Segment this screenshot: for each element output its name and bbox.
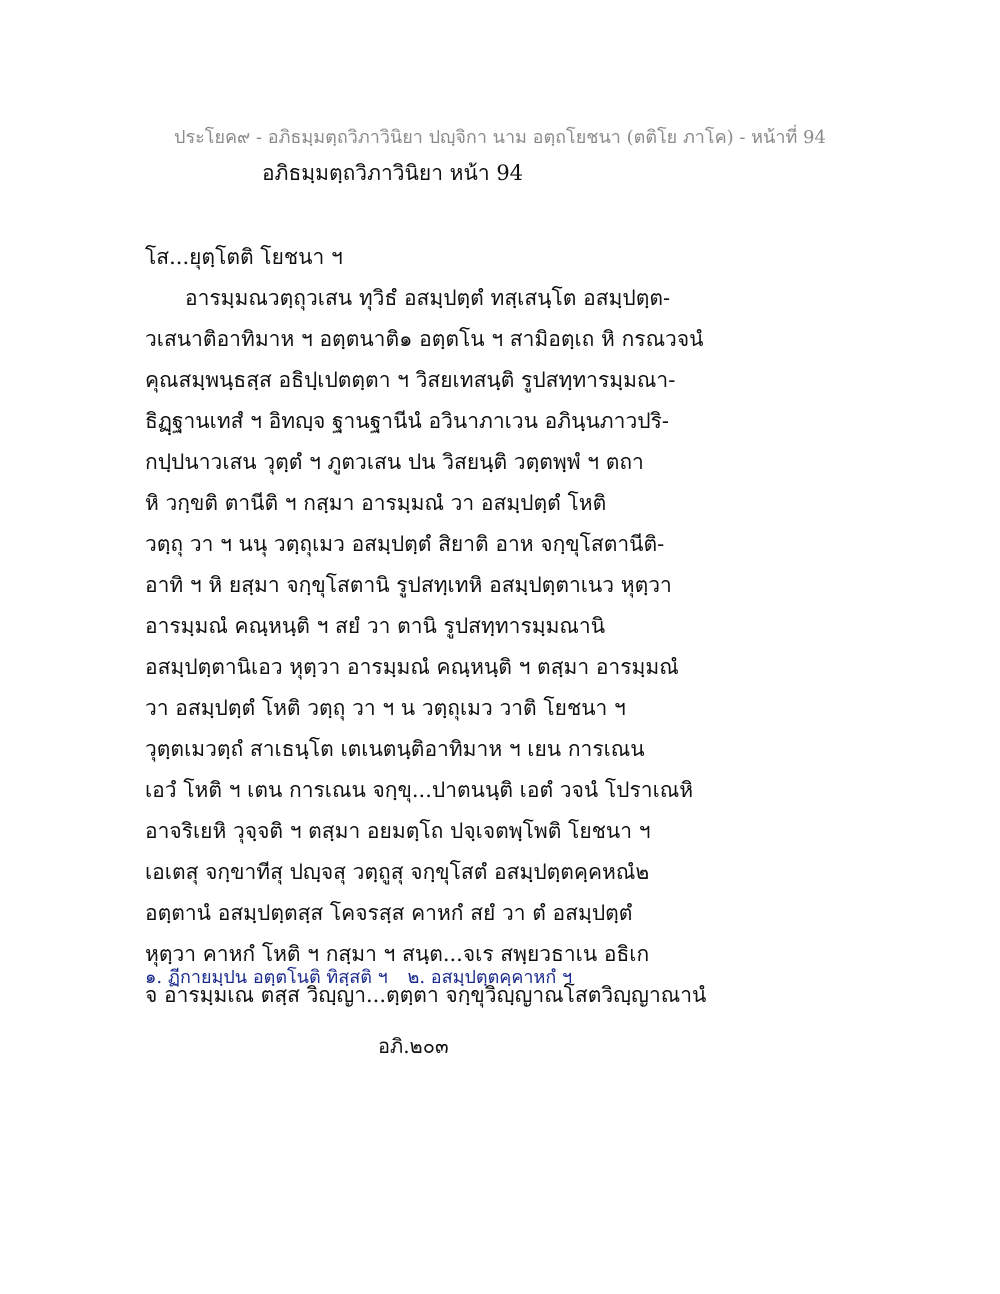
text-line: หิ วกฺขติ ตานีติ ฯ กสฺมา อารมฺมณํ วา อสมฺปตฺตํ โหติ bbox=[145, 491, 607, 515]
text-line: อาทิ ฯ หิ ยสฺมา จกฺขุโสตานิ รูปสทฺเทหิ อสมฺปตฺตาเนว หุตฺวา bbox=[145, 573, 672, 597]
text-line: จ อารมฺมเณ ตสฺส วิญฺญา...ตฺตฺตา จกฺขุวิญฺญาณโสตวิญฺญาณานํ bbox=[145, 983, 707, 1007]
text-line: เอเตสุ จกฺขาทีสุ ปญฺจสุ วตฺถูสุ จกฺขุโสตํ อสมฺปตฺตคฺคหณํ๒ bbox=[145, 860, 650, 884]
text-line: วตฺถุ วา ฯ นนุ วตฺถุเมว อสมฺปตฺตํ สิยาติ อาห จกฺขุโสตานีติ- bbox=[145, 532, 665, 556]
footnotes bbox=[145, 960, 572, 996]
running-header: ประโยค๙ - อภิธมฺมตฺถวิภาวินิยา ปญฺจิกา นาม อตฺถโยชนา (ตติโย ภาโค) - หน้าที่ 94 bbox=[174, 127, 826, 148]
text-line: อสมฺปตฺตานิเอว หุตฺวา อารมฺมณํ คณฺหนฺติ ฯ ตสฺมา อารมฺมณํ bbox=[145, 655, 679, 679]
text-line: เอวํ โหติ ฯ เตน การเณน จกฺขุ...ปาตนนฺติ เอตํ วจนํ โปราเณหิ bbox=[145, 778, 694, 802]
page-reference: อภิ.๒๐๓ bbox=[378, 1034, 449, 1058]
text-line: อารมฺมณวตฺถุวเสน ทุวิธํ อสมฺปตฺตํ ทสฺเสนฺโต อสมฺปตฺต- bbox=[185, 286, 671, 310]
text-line: หุตฺวา คาหกํ โหติ ฯ กสฺมา ฯ สนฺต...จเร สพฺยวธาเน อธิเก bbox=[145, 942, 650, 966]
text-line: วา อสมฺปตฺตํ โหติ วตฺถุ วา ฯ น วตฺถุเมว วาติ โยชนา ฯ bbox=[145, 696, 626, 720]
text-line: โส...ยุตฺโตติ โยชนา ฯ bbox=[145, 245, 343, 269]
page-title: อภิธมฺมตฺถวิภาวินิยา หน้า 94 bbox=[262, 161, 524, 185]
text-line: อารมฺมณํ คณฺหนฺติ ฯ สยํ วา ตานิ รูปสทฺทารมฺมณานิ bbox=[145, 614, 606, 638]
footnote-1: ๑. ฏีกายมฺปน อตฺตโนติ ทิสฺสติ ฯ bbox=[145, 967, 388, 988]
text-line: ธิฏฺฐานเทสํ ฯ อิทญฺจ ฐานฐานีนํ อวินาภาเวน อภินฺนภาวปริ- bbox=[145, 409, 669, 433]
footnote-2: ๒. อสมฺปตฺตคฺคาหกํ ฯ bbox=[407, 967, 573, 988]
body-text bbox=[145, 237, 705, 1016]
text-line: กปฺปนาวเสน วุตฺตํ ฯ ภูตวเสน ปน วิสยนฺติ วตฺตพฺพํ ฯ ตถา bbox=[145, 450, 644, 474]
text-line: คุณสมฺพนฺธสฺส อธิปฺเปตตฺตา ฯ วิสยเทสนฺติ รูปสทฺทารมฺมณา- bbox=[145, 368, 676, 392]
text-line: วุตฺตเมวตฺถํ สาเธนฺโต เตเนตนฺติอาทิมาห ฯ เยน การเณน bbox=[145, 737, 645, 761]
text-line: อาจริเยหิ วุจฺจติ ฯ ตสฺมา อยมตฺโถ ปจฺเจตพฺโพติ โยชนา ฯ bbox=[145, 819, 651, 843]
text-line: วเสนาติอาทิมาห ฯ อตฺตนาติ๑ อตฺตโน ฯ สามิอตฺเถ หิ กรณวจนํ bbox=[145, 327, 704, 351]
text-line: อตฺตานํ อสมฺปตฺตสฺส โคจรสฺส คาหกํ สยํ วา ตํ อสมฺปตฺตํ bbox=[145, 901, 633, 925]
